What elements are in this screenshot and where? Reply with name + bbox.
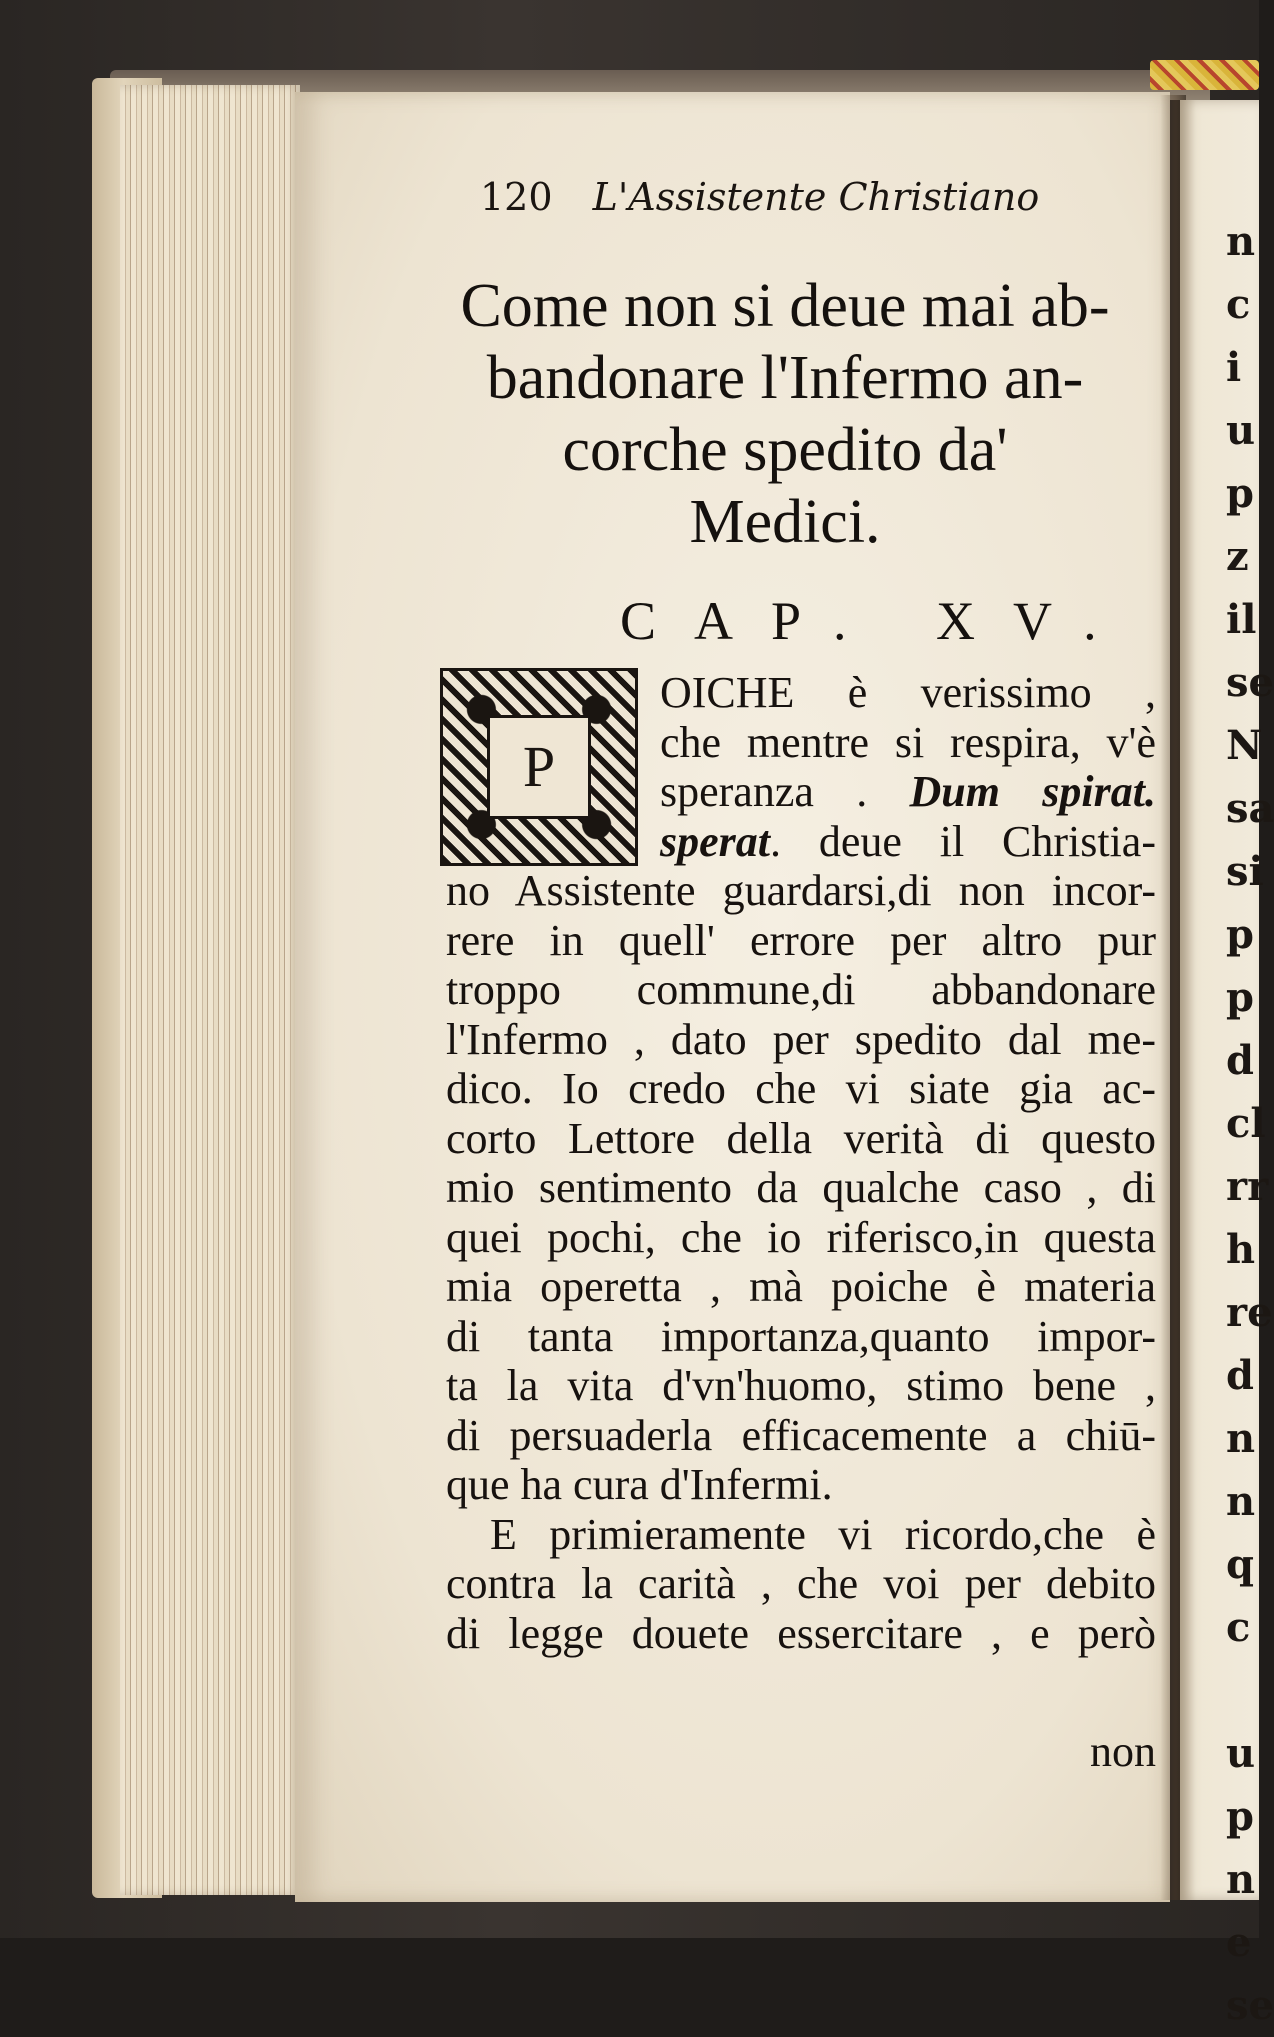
bookmark-ribbon — [1150, 60, 1259, 90]
body-line: E primieramente vi ricordo,che è — [490, 1509, 1156, 1559]
facing-letter: re — [1226, 1289, 1273, 1336]
initial-letter: P — [487, 715, 591, 819]
facing-letter: c — [1226, 281, 1251, 328]
facing-letter: n — [1226, 1478, 1256, 1525]
chapter-title — [430, 270, 1140, 558]
body-line: sperat. deue il Christia- — [660, 816, 1156, 866]
catchword: non — [1090, 1727, 1156, 1776]
italic-text: Dum spirat. — [909, 767, 1156, 816]
body-line: troppo commune,di abbandonare — [446, 965, 1156, 1014]
page-number: 120 — [480, 175, 553, 219]
facing-letter: si — [1226, 848, 1264, 895]
running-head — [480, 175, 1080, 219]
facing-letter: z — [1226, 533, 1249, 580]
facing-letter: il — [1226, 596, 1257, 643]
running-title: L'Assistente Christiano — [592, 175, 1040, 219]
chapter-title-line: corche spedito da' — [562, 416, 1008, 484]
body-line: mia operetta , mà poiche è materia — [446, 1262, 1156, 1311]
facing-letter: rr — [1226, 1163, 1269, 1210]
facing-letter: p — [1226, 974, 1254, 1021]
body-line: OICHE è verissimo , — [660, 668, 1156, 717]
facing-letter: sa — [1226, 785, 1274, 832]
chapter-number: CAP. XV. — [620, 591, 1135, 651]
body-line: che mentre si respira, v'è — [660, 717, 1156, 767]
body-text — [446, 668, 1156, 1658]
facing-letter: se — [1226, 1982, 1274, 2029]
facing-letter: d — [1226, 1352, 1254, 1399]
chapter-title-line: bandonare l'Infermo an- — [486, 344, 1084, 412]
facing-letter: d — [1226, 1037, 1254, 1084]
facing-letter: u — [1226, 1730, 1256, 1777]
body-line: ta la vita d'vn'huomo, stimo bene , — [446, 1361, 1156, 1410]
body-line: contra la carità , che voi per debito — [446, 1559, 1156, 1608]
facing-letter: p — [1226, 1793, 1254, 1840]
body-line: di tanta importanza,quanto impor- — [446, 1311, 1156, 1361]
facing-letter: c — [1226, 1604, 1251, 1651]
facing-letter: n — [1226, 218, 1256, 265]
facing-letter: e — [1226, 1919, 1252, 1966]
facing-letter: se — [1226, 659, 1274, 706]
facing-letter: q — [1226, 1541, 1254, 1588]
page-edges-stack — [120, 85, 300, 1895]
body-line: no Assistente guardarsi,di non incor- — [446, 866, 1156, 915]
body-line: speranza . Dum spirat. — [660, 767, 1156, 816]
facing-letter: N — [1226, 722, 1263, 769]
body-line: l'Infermo , dato per spedito dal me- — [446, 1014, 1156, 1064]
facing-letter — [1226, 1659, 1266, 1722]
body-line: mio sentimento da qualche caso , di — [446, 1163, 1156, 1212]
chapter-title-line: Medici. — [689, 488, 881, 556]
facing-letter: n — [1226, 1856, 1256, 1903]
facing-letter: n — [1226, 1415, 1256, 1462]
chapter-title-line: Come non si deue mai ab- — [460, 272, 1110, 340]
facing-page-letters — [1226, 210, 1274, 2037]
facing-letter: i — [1226, 344, 1242, 391]
body-line: corto Lettore della verità di questo — [446, 1113, 1156, 1163]
facing-letter: h — [1226, 1226, 1256, 1273]
body-line: di legge douete essercitare , e però — [446, 1608, 1156, 1658]
body-line: que ha cura d'Infermi. — [446, 1460, 833, 1509]
facing-letter: p — [1226, 470, 1254, 517]
italic-text: sperat — [660, 816, 770, 866]
facing-letter: cl — [1226, 1100, 1266, 1147]
facing-letter: u — [1226, 407, 1256, 454]
facing-letter: p — [1226, 911, 1254, 958]
body-line: di persuaderla efficacemente a chiū- — [446, 1410, 1156, 1460]
body-line: rere in quell' errore per altro pur — [446, 915, 1156, 965]
body-line: quei pochi, che io riferisco,in questa — [446, 1212, 1156, 1262]
body-line: dico. Io credo che vi siate gia ac- — [446, 1064, 1156, 1113]
